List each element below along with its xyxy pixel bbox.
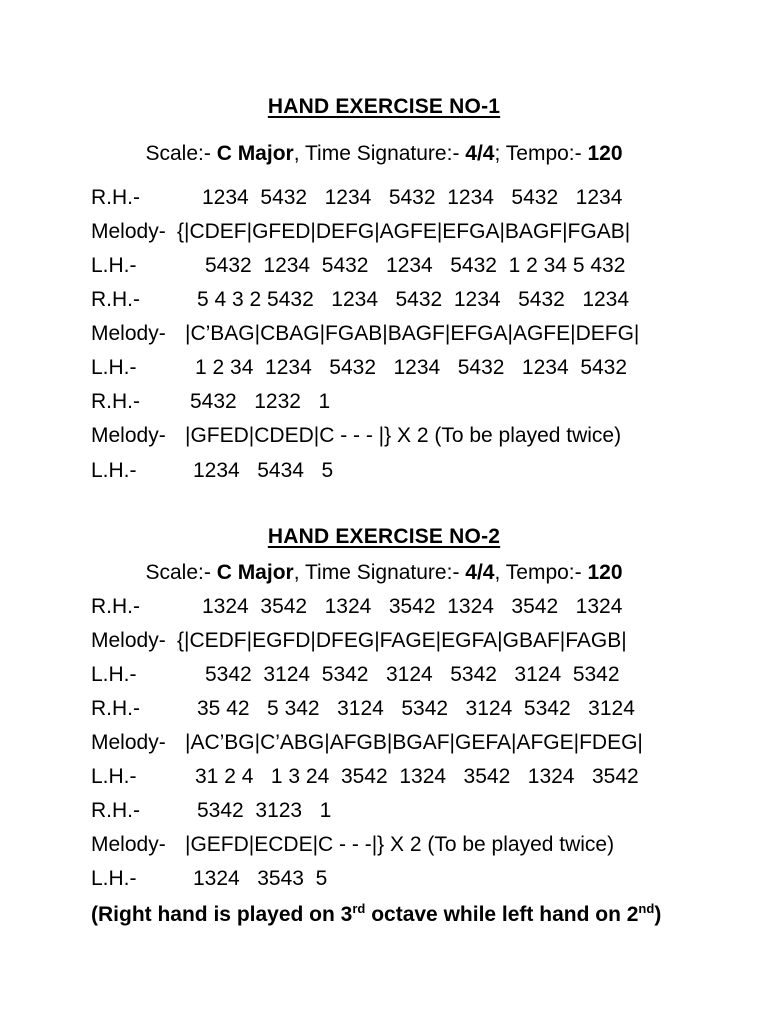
scale-value: C Major	[216, 561, 294, 584]
row-label: L.H.-	[91, 867, 137, 890]
row-label: Melody-	[91, 833, 166, 856]
row-value: 1234 5432 1234 5432 1234 5432 1234	[202, 186, 623, 209]
tempo-value: 120	[587, 561, 623, 584]
row-value: |AC’BG|C’ABG|AFGB|BGAF|GEFA|AFGE|FDEG|	[185, 731, 643, 754]
row-label: R.H.-	[91, 390, 140, 413]
scale-value: C Major	[216, 142, 294, 165]
row-label: Melody-	[91, 629, 166, 652]
time-signature-label: , Time Signature:-	[293, 561, 466, 584]
row-value: 1234 5434 5	[193, 459, 334, 482]
row-label: L.H.-	[91, 459, 137, 482]
row-value: 5432 1234 5432 1234 5432 1 2 34 5 432	[205, 254, 626, 277]
row-value: {|CDEF|GFED|DEFG|AGFE|EFGA|BAGF|FGAB|	[177, 220, 631, 243]
row-value: 35 42 5 342 3124 5342 3124 5342 3124	[197, 697, 635, 720]
row-label: Melody-	[91, 424, 166, 447]
row-value: |GEFD|ECDE|C - - -|} X 2 (To be played twice)	[185, 833, 615, 856]
row-label: Melody-	[91, 731, 166, 754]
exercise-2-scale-line	[0, 561, 768, 585]
time-signature-value: 4/4	[465, 142, 495, 165]
row-label: L.H.-	[91, 663, 137, 686]
row-value: {|CEDF|EGFD|DFEG|FAGE|EGFA|GBAF|FAGB|	[177, 629, 627, 652]
footnote-text-1: (Right hand is played on 3	[91, 903, 353, 926]
footnote-ordinal-nd: nd	[638, 901, 655, 916]
tempo-label: , Tempo:-	[494, 561, 588, 584]
row-value: 5432 1232 1	[190, 390, 331, 413]
row-label: Melody-	[91, 220, 166, 243]
row-label: Melody-	[91, 322, 166, 345]
footnote-text-3: )	[654, 903, 662, 926]
row-label: L.H.-	[91, 254, 137, 277]
footnote-text-2: octave while left hand on 2	[365, 903, 639, 926]
exercise-2-title: HAND EXERCISE NO-2	[267, 525, 501, 548]
tempo-label: ; Tempo:-	[494, 142, 588, 165]
scale-label: Scale:-	[145, 142, 217, 165]
row-label: R.H.-	[91, 595, 140, 618]
row-value: |C’BAG|CBAG|FGAB|BAGF|EFGA|AGFE|DEFG|	[185, 322, 640, 345]
time-signature-value: 4/4	[465, 561, 495, 584]
row-value: 5 4 3 2 5432 1234 5432 1234 5432 1234	[197, 288, 630, 311]
exercise-1-title: HAND EXERCISE NO-1	[267, 95, 501, 118]
time-signature-label: , Time Signature:-	[293, 142, 466, 165]
row-label: R.H.-	[91, 186, 140, 209]
row-label: L.H.-	[91, 356, 137, 379]
footnote-ordinal-rd: rd	[352, 901, 366, 916]
row-label: L.H.-	[91, 765, 137, 788]
row-label: R.H.-	[91, 288, 140, 311]
scale-label: Scale:-	[145, 561, 217, 584]
tempo-value: 120	[587, 142, 623, 165]
row-value: 1324 3542 1324 3542 1324 3542 1324	[202, 595, 623, 618]
row-value: 5342 3123 1	[197, 799, 332, 822]
octave-footnote	[91, 900, 661, 930]
row-value: 31 2 4 1 3 24 3542 1324 3542 1324 3542	[195, 765, 639, 788]
row-label: R.H.-	[91, 799, 140, 822]
row-value: 5342 3124 5342 3124 5342 3124 5342	[205, 663, 620, 686]
row-value: |GFED|CDED|C - - - |} X 2 (To be played twice)	[185, 424, 622, 447]
row-value: 1324 3543 5	[193, 867, 328, 890]
row-label: R.H.-	[91, 697, 140, 720]
exercise-1-scale-line	[0, 142, 768, 166]
row-value: 1 2 34 1234 5432 1234 5432 1234 5432	[195, 356, 628, 379]
